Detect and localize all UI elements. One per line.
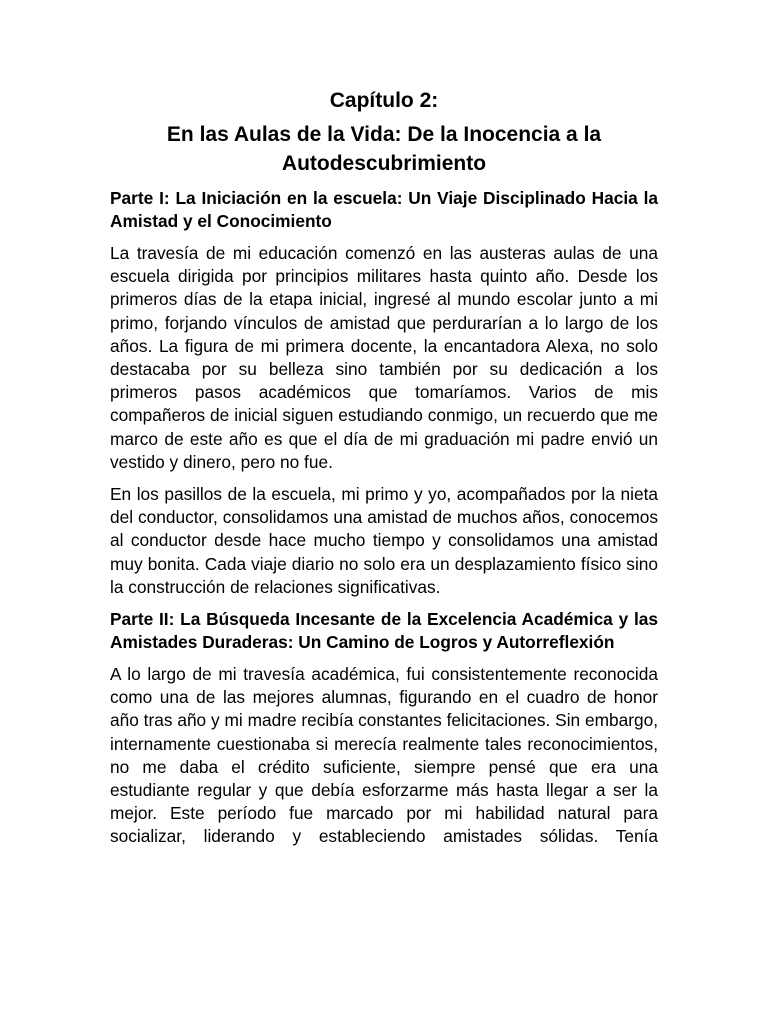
part-2-paragraph-1: A lo largo de mi travesía académica, fui consistentemente reconocida como una de las mejores alumnas, figurando en el cuadro de honor año tras año y mi madre recibía constantes felicitaciones. Sin embargo, internamente cuestionaba si merecía realmente tales reconocimientos, no me daba el crédito suficiente, siempre pensé que era una estudiante regular y que debía esforzarme más hasta llegar a ser la mejor. Este período fue marcado por mi habilidad natural para socializar, liderando y estableciendo amistades sólidas. Tenía <box>110 664 658 847</box>
chapter-subtitle: En las Aulas de la Vida: De la Inocencia a la Autodescubrimiento <box>166 123 602 175</box>
part-1-paragraph-2: En los pasillos de la escuela, mi primo y yo, acompañados por la nieta del conductor, consolidamos una amistad de muchos años, conocemos al conductor desde hace mucho tiempo y consolidamos una amistad muy bonita. Cada viaje diario no solo era un desplazamiento físico sino la construcción de relaciones significativas. <box>110 484 658 597</box>
part-2-heading: Parte II: La Búsqueda Incesante de la Excelencia Académica y las Amistades Duraderas: Un Camino de Logros y Autorreflexión <box>110 609 658 653</box>
part-1-heading: Parte I: La Iniciación en la escuela: Un Viaje Disciplinado Hacia la Amistad y el Conocimiento <box>110 188 658 231</box>
part-1-paragraph-1: La travesía de mi educación comenzó en las austeras aulas de una escuela dirigida por principios militares hasta quinto año. Desde los primeros días de la etapa inicial, ingresé al mundo escolar junto a mi primo, forjando vínculos de amistad que perdurarían a lo largo de los años. La figura de mi primera docente, la encantadora Alexa, no solo destacaba por su belleza sino también por su dedicación a los primeros pasos académicos que tomaríamos. Varios de mis compañeros de inicial siguen estudiando conmigo, un recuerdo que me marco de este año es que el día de mi graduación mi padre envió un vestido y dinero, pero no fue. <box>110 243 658 472</box>
chapter-title: Capítulo 2: <box>329 89 439 112</box>
